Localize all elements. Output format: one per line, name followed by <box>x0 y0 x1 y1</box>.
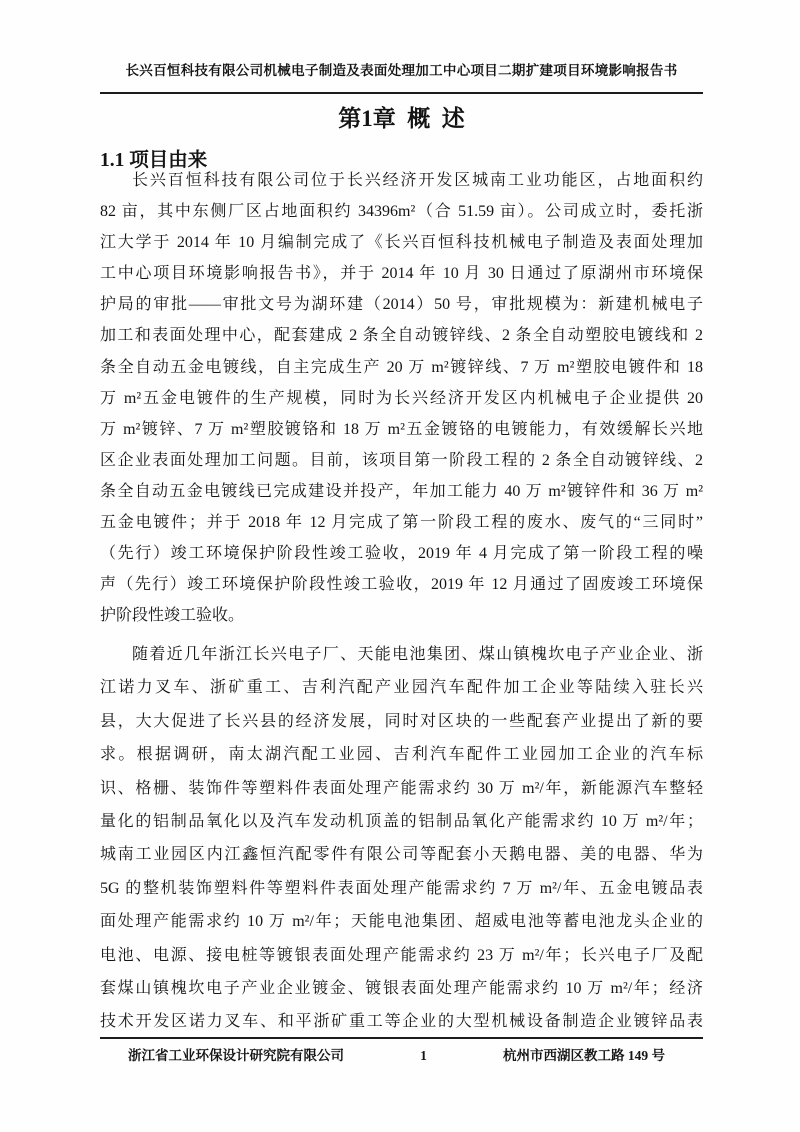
paragraph-industry-demand <box>100 638 703 1039</box>
body-line: 城南工业园区内江鑫恒汽配零件有限公司等配套小天鹅电器、美的电器、华为 <box>100 846 703 864</box>
body-line: 护阶段性竣工验收。 <box>100 607 245 625</box>
body-line: 82 亩，其中东侧厂区占地面积约 34396m²（合 51.59 亩）。公司成立时，委托浙 <box>100 203 703 221</box>
body-line: 江诺力叉车、浙矿重工、吉利汽配产业园汽车配件加工企业等陆续入驻长兴 <box>100 679 703 697</box>
body-line: 条全自动五金电镀线已完成建设并投产，年加工能力 40 万 m²镀锌件和 36 万 m² <box>100 482 703 500</box>
footer-address: 杭州市西湖区教工路 149 号 <box>503 1048 665 1063</box>
body-line: 量化的铝制品氧化以及汽车发动机顶盖的铝制品氧化产能需求约 10 万 m²/年； <box>100 813 703 831</box>
body-line: 套煤山镇槐坎电子产业企业镀金、镀银表面处理产能需求约 10 万 m²/年；经济 <box>100 980 703 998</box>
body-line: 电池、电源、接电桩等镀银表面处理产能需求约 23 万 m²/年；长兴电子厂及配 <box>100 946 703 964</box>
body-line: 识、格栅、装饰件等塑料件表面处理产能需求约 30 万 m²/年，新能源汽车整轻 <box>100 779 703 797</box>
body-line: 长兴百恒科技有限公司位于长兴经济开发区城南工业功能区，占地面积约 <box>132 172 703 189</box>
body-line: 县，大大促进了长兴县的经济发展，同时对区块的一些配套产业提出了新的要 <box>100 712 703 730</box>
body-line: 护局的审批——审批文号为湖环建（2014）50 号，审批规模为：新建机械电子 <box>100 296 703 314</box>
paragraph-project-origin <box>100 165 703 631</box>
footer-page-number: 1 <box>420 1048 427 1063</box>
body-line: 技术开发区诺力叉车、和平浙矿重工等企业的大型机械设备制造企业镀锌品表 <box>100 1013 703 1031</box>
body-line: 加工和表面处理中心，配套建成 2 条全自动镀锌线、2 条全自动塑胶电镀线和 2 <box>100 327 703 345</box>
body-line: 万 m²镀锌、7 万 m²塑胶镀铬和 18 万 m²五金镀铬的电镀能力，有效缓解长兴地 <box>100 420 703 438</box>
header-divider <box>100 92 703 94</box>
body-line: 五金电镀件；并于 2018 年 12 月完成了第一阶段工程的废水、废气的“三同时” <box>100 514 703 532</box>
body-line: 随着近几年浙江长兴电子厂、天能电池集团、煤山镇槐坎电子产业企业、浙 <box>132 646 703 663</box>
body-line: 求。根据调研，南太湖汽配工业园、吉利汽车配件工业园加工企业的汽车标 <box>100 746 703 764</box>
body-line: （先行）竣工环境保护阶段性竣工验收，2019 年 4 月完成了第一阶段工程的噪 <box>100 545 703 563</box>
section-heading: 1.1 项目由来 <box>100 150 208 171</box>
footer-divider <box>100 1037 703 1039</box>
body-line: 万 m²五金电镀件的生产规模，同时为长兴经济开发区内机械电子企业提供 20 <box>100 389 703 407</box>
body-line: 面处理产能需求约 10 万 m²/年；天能电池集团、超威电池等蓄电池龙头企业的 <box>100 913 703 931</box>
body-line: 区企业表面处理加工问题。目前，该项目第一阶段工程的 2 条全自动镀锌线、2 <box>100 451 703 469</box>
running-header: 长兴百恒科技有限公司机械电子制造及表面处理加工中心项目二期扩建项目环境影响报告书 <box>125 63 678 78</box>
body-line: 工中心项目环境影响报告书》，并于 2014 年 10 月 30 日通过了原湖州市环境保 <box>100 265 703 283</box>
body-line: 声（先行）竣工环境保护阶段性竣工验收，2019 年 12 月通过了固废竣工环境保 <box>100 576 703 594</box>
footer-company: 浙江省工业环保设计研究院有限公司 <box>128 1048 344 1063</box>
body-line: 条全自动五金电镀线，自主完成生产 20 万 m²镀锌线、7 万 m²塑胶电镀件和 18 <box>100 358 703 376</box>
chapter-title: 第1章 概 述 <box>338 106 465 131</box>
page-footer <box>100 1044 703 1064</box>
body-line: 5G 的整机装饰塑料件等塑料件表面处理产能需求约 7 万 m²/年、五金电镀品表 <box>100 879 703 897</box>
body-line: 江大学于 2014 年 10 月编制完成了《长兴百恒科技机械电子制造及表面处理加 <box>100 234 703 252</box>
